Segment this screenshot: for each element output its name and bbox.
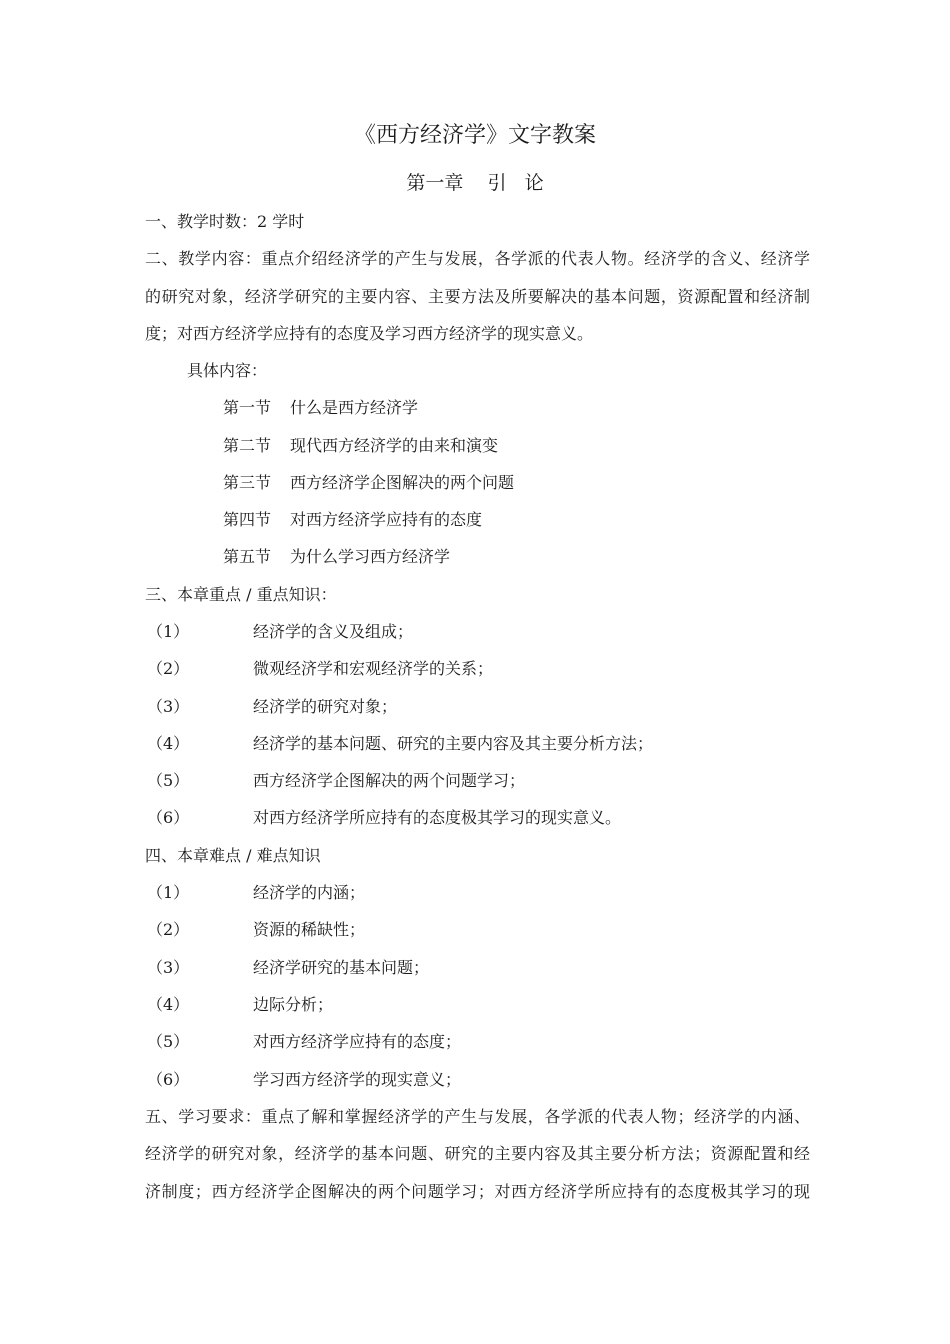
difficult-points-heading: 四、本章难点 / 难点知识 — [145, 846, 321, 865]
teaching-content-line-1: 二、教学内容：重点介绍经济学的产生与发展，各学派的代表人物。经济学的含义、经济学 — [145, 249, 810, 268]
key-point-number: （6） — [147, 808, 190, 827]
section-item — [223, 434, 888, 458]
section-number: 第五节 — [223, 547, 272, 566]
chapter-title: 第一章 引 论 — [406, 172, 544, 194]
difficult-point-number: （3） — [147, 958, 190, 977]
difficult-point-text: 经济学的内涵； — [253, 883, 366, 902]
document-title: 《西方经济学》文字教案 — [353, 123, 596, 148]
difficult-point-text: 经济学研究的基本问题； — [253, 958, 430, 977]
teaching-hours: 一、教学时数：2 学时 — [145, 212, 305, 231]
section-title: 现代西方经济学的由来和演变 — [290, 436, 499, 455]
detail-content-label: 具体内容： — [187, 361, 268, 380]
teaching-content-line-3: 度；对西方经济学应持有的态度及学习西方经济学的现实意义。 — [145, 324, 594, 343]
key-point-text: 微观经济学和宏观经济学的关系； — [253, 659, 494, 678]
section-title: 什么是西方经济学 — [290, 398, 419, 417]
difficult-point-number: （1） — [147, 883, 190, 902]
section-item — [223, 396, 888, 420]
section-title: 为什么学习西方经济学 — [290, 547, 451, 566]
section-item — [223, 471, 888, 495]
teaching-content-line-2: 的研究对象，经济学研究的主要内容、主要方法及所要解决的基本问题，资源配置和经济制 — [145, 287, 810, 306]
learning-requirements-line-1: 五、学习要求：重点了解和掌握经济学的产生与发展，各学派的代表人物；经济学的内涵、 — [145, 1107, 810, 1126]
key-point-number: （4） — [147, 734, 190, 753]
difficult-point-number: （5） — [147, 1032, 190, 1051]
key-point-number: （3） — [147, 697, 190, 716]
difficult-point-text: 对西方经济学应持有的态度； — [253, 1032, 462, 1051]
key-points-heading: 三、本章重点 / 重点知识： — [145, 585, 337, 604]
key-point-text: 经济学的基本问题、研究的主要内容及其主要分析方法； — [253, 734, 654, 753]
key-point-number: （5） — [147, 771, 190, 790]
section-number: 第二节 — [223, 436, 272, 455]
difficult-point-text: 边际分析； — [253, 995, 334, 1014]
learning-requirements-line-2: 经济学的研究对象，经济学的基本问题、研究的主要内容及其主要分析方法；资源配置和经 — [145, 1144, 810, 1163]
difficult-point-text: 学习西方经济学的现实意义； — [253, 1070, 462, 1089]
key-point-text: 经济学的研究对象； — [253, 697, 398, 716]
difficult-point-number: （6） — [147, 1070, 190, 1089]
key-point-number: （2） — [147, 659, 190, 678]
learning-requirements-line-3: 济制度；西方经济学企图解决的两个问题学习；对西方经济学所应持有的态度极其学习的现 — [145, 1182, 810, 1201]
key-point-number: （1） — [147, 622, 190, 641]
section-item — [223, 508, 888, 532]
section-number: 第四节 — [223, 510, 272, 529]
key-point-text: 经济学的含义及组成； — [253, 622, 414, 641]
difficult-point-number: （2） — [147, 920, 190, 939]
section-title: 对西方经济学应持有的态度 — [290, 510, 483, 529]
key-point-text: 对西方经济学所应持有的态度极其学习的现实意义。 — [253, 808, 622, 827]
section-item — [223, 545, 888, 569]
section-number: 第三节 — [223, 473, 272, 492]
section-title: 西方经济学企图解决的两个问题 — [290, 473, 515, 492]
difficult-point-number: （4） — [147, 995, 190, 1014]
key-point-text: 西方经济学企图解决的两个问题学习； — [253, 771, 526, 790]
difficult-point-text: 资源的稀缺性； — [253, 920, 366, 939]
section-number: 第一节 — [223, 398, 272, 417]
